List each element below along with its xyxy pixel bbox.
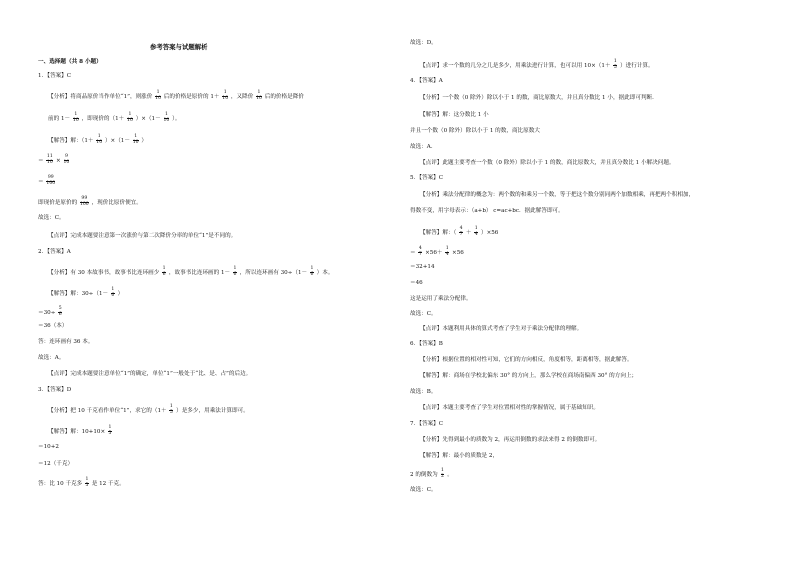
q2-comment: 【点评】完成本题要注意单位“1”的确定，单位“1”一般处于“比、是、占”的后边。 [48, 371, 252, 377]
q2-step1: ＝30÷ $\frac{5}{6}$ [38, 306, 62, 317]
fraction: $\frac{1}{2}$ [441, 468, 444, 479]
fraction: $\frac{1}{6}$ [162, 266, 166, 277]
q1-solution: 【解答】解：（1＋ $\frac{1}{10}$ ）×（1－ $\frac{1}{10}$ ） [48, 134, 147, 145]
fraction: $\frac{5}{6}$ [58, 306, 62, 317]
q3-step1: ＝10+2 [38, 444, 59, 450]
q4-solution: 【解答】解：这分数比 1 小 [420, 112, 489, 118]
q2-step2: ＝36（本） [38, 323, 68, 329]
fraction: $\frac{1}{5}$ [169, 404, 173, 415]
q1-conclusion: 即现价是原价的 $\frac{99}{100}$ ，现价比原价便宜。 [38, 196, 142, 207]
q1-answer: 1．【答案】C [38, 73, 72, 79]
fraction: $\frac{1}{10}$ [222, 90, 229, 101]
q7-solution: 【解答】解：最小的质数是 2， [420, 453, 499, 459]
q6-choice: 故选：B。 [410, 389, 437, 395]
fraction: $\frac{1}{5}$ [613, 59, 617, 70]
q1-step1: ＝ $\frac{11}{10}$ × $\frac{9}{10}$ [38, 154, 70, 165]
q5-step1: ＝ $\frac{4}{7}$ ×56＋ $\frac{1}{4}$ ×56 [410, 246, 464, 257]
q7-choice: 故选：C。 [410, 487, 437, 493]
fraction: $\frac{1}{5}$ [85, 477, 89, 488]
q3-answer: 3．【答案】D [38, 387, 72, 393]
fraction: $\frac{4}{7}$ [459, 226, 463, 237]
fraction: $\frac{1}{4}$ [474, 226, 478, 237]
q3-step2: ＝12（千克） [38, 461, 74, 467]
fraction: $\frac{99}{100}$ [79, 196, 89, 207]
q1-step2: ＝ $\frac{99}{100}$ [38, 175, 56, 186]
q3-choice: 故选：D。 [410, 40, 437, 46]
fraction: $\frac{1}{10}$ [96, 134, 103, 145]
q2-answer: 2．【答案】A [38, 249, 71, 255]
q4-solution-line2: 并且一个数（0 除外）除以小于 1 的数，商比原数大 [410, 128, 540, 134]
q1-comment: 【点评】完成本题要注意第一次涨价与第二次降价分率的单位“1”是不同的。 [48, 233, 237, 239]
q5-step2: ＝32+14 [410, 264, 435, 270]
q1-analysis-line2: 前的 1－ $\frac{1}{10}$ ，即现价的（1＋ $\frac{1}{10}$ ）×（1－ $\frac{1}{10}$ ）。 [48, 112, 181, 123]
q6-comment: 【点评】本题主要考查了学生对位置相对性的掌握情况，属于基础知识。 [420, 405, 600, 411]
fraction: $\frac{1}{10}$ [132, 134, 139, 145]
fraction: $\frac{1}{6}$ [111, 287, 115, 298]
q6-answer: 6．【答案】B [410, 341, 443, 347]
q6-analysis: 【分析】根据位置的相对性可知，它们的方向相反，角度相等，距离相等，据此解答。 [420, 357, 633, 363]
q5-step3: ＝46 [410, 280, 423, 286]
q2-analysis: 【分析】有 30 本故事书，故事书比连环画少 $\frac{1}{6}$ ，故事书比连环画的 1－ $\frac{1}{6}$ ，所以连环画有 30÷（1－ $\frac{1}{6}$ ）本。 [48, 266, 334, 277]
fraction: $\frac{4}{7}$ [418, 246, 422, 257]
fraction: $\frac{11}{10}$ [46, 154, 53, 165]
fraction: $\frac{1}{6}$ [233, 266, 237, 277]
q2-final-answer: 答：连环画有 36 本。 [38, 339, 94, 345]
q3-comment: 【点评】求一个数的几分之几是多少，用乘法进行计算，也可以用 10×（1＋ $\frac{1}{5}$ ）进行计算。 [420, 59, 654, 70]
q3-solution: 【解答】解：10+10× $\frac{1}{5}$ [48, 425, 112, 436]
fraction: $\frac{1}{5}$ [108, 425, 112, 436]
q1-analysis-line1: 【分析】将商品原价当作单位“1”，则涨价 $\frac{1}{10}$ 后的价格是原价的 1＋ $\frac{1}{10}$ ，又降价 $\frac{1}{10}$ 后的价格是降价 [48, 90, 304, 101]
q2-choice: 故选：A。 [38, 355, 65, 361]
q4-choice: 故选：A． [410, 144, 437, 150]
fraction: $\frac{1}{10}$ [72, 112, 79, 123]
fraction: $\frac{1}{10}$ [127, 112, 133, 123]
q2-solution: 【解答】解：30÷（1－ $\frac{1}{6}$ ） [48, 287, 124, 298]
q5-analysis-line2: 得数不变，用字母表示：（a+b） c=ac+bc．据此解答即可。 [410, 208, 564, 214]
q4-comment: 【点评】此题主要考查一个数（0 除外）除以小于 1 的数，商比原数大，并且真分数比 1 小解决问题。 [420, 160, 675, 166]
q5-comment: 【点评】本题利用具体的算式考查了学生对于乘法分配律的理解。 [420, 326, 583, 332]
q5-note: 这是运用了乘法分配律。 [410, 296, 472, 302]
fraction: $\frac{1}{10}$ [163, 112, 170, 123]
q1-choice: 故选：C。 [38, 215, 65, 221]
section-heading: 一、选择题（共 8 小题） [38, 59, 102, 65]
q4-answer: 4．【答案】A [410, 78, 443, 84]
q6-solution: 【解答】解：商场在学校北偏东 30° 的方向上，那么学校在商场南偏西 30° 的方向上； [420, 373, 638, 379]
q5-solution: 【解答】解：（ $\frac{4}{7}$ ＋ $\frac{1}{4}$ ）×56 [420, 226, 499, 237]
q7-analysis: 【分析】先得到最小的质数为 2，再运用倒数的求法来得 2 的倒数即可。 [420, 437, 601, 443]
fraction: $\frac{1}{4}$ [445, 246, 449, 257]
q5-analysis-line1: 【分析】乘法分配律的概念为：两个数的和乘另一个数，等于把这个数分别同两个加数相乘，再把两个积相加， [420, 192, 695, 198]
q3-final-answer: 答：比 10 千克多 $\frac{1}{5}$ 是 12 千克。 [38, 477, 125, 488]
fraction: $\frac{99}{100}$ [46, 175, 56, 186]
fraction: $\frac{1}{10}$ [256, 90, 262, 101]
fraction: $\frac{9}{10}$ [63, 154, 70, 165]
q5-answer: 5．【答案】C [410, 175, 444, 181]
q3-analysis: 【分析】把 10 千克看作单位“1”，求它的（1＋ $\frac{1}{5}$ ）是多少，用乘法计算即可。 [48, 404, 249, 415]
page-title: 参考答案与试题解析 [150, 43, 208, 51]
q7-reciprocal: 2 的倒数为 $\frac{1}{2}$ 。 [410, 468, 453, 479]
fraction: $\frac{1}{10}$ [155, 90, 162, 101]
q7-answer: 7．【答案】C [410, 421, 444, 427]
q4-analysis: 【分析】一个数（0 除外）除以小于 1 的数，商比原数大，并且真分数比 1 小，据此即可判断． [420, 95, 658, 101]
fraction: $\frac{1}{6}$ [310, 266, 314, 277]
q5-choice: 故选：C。 [410, 311, 437, 317]
